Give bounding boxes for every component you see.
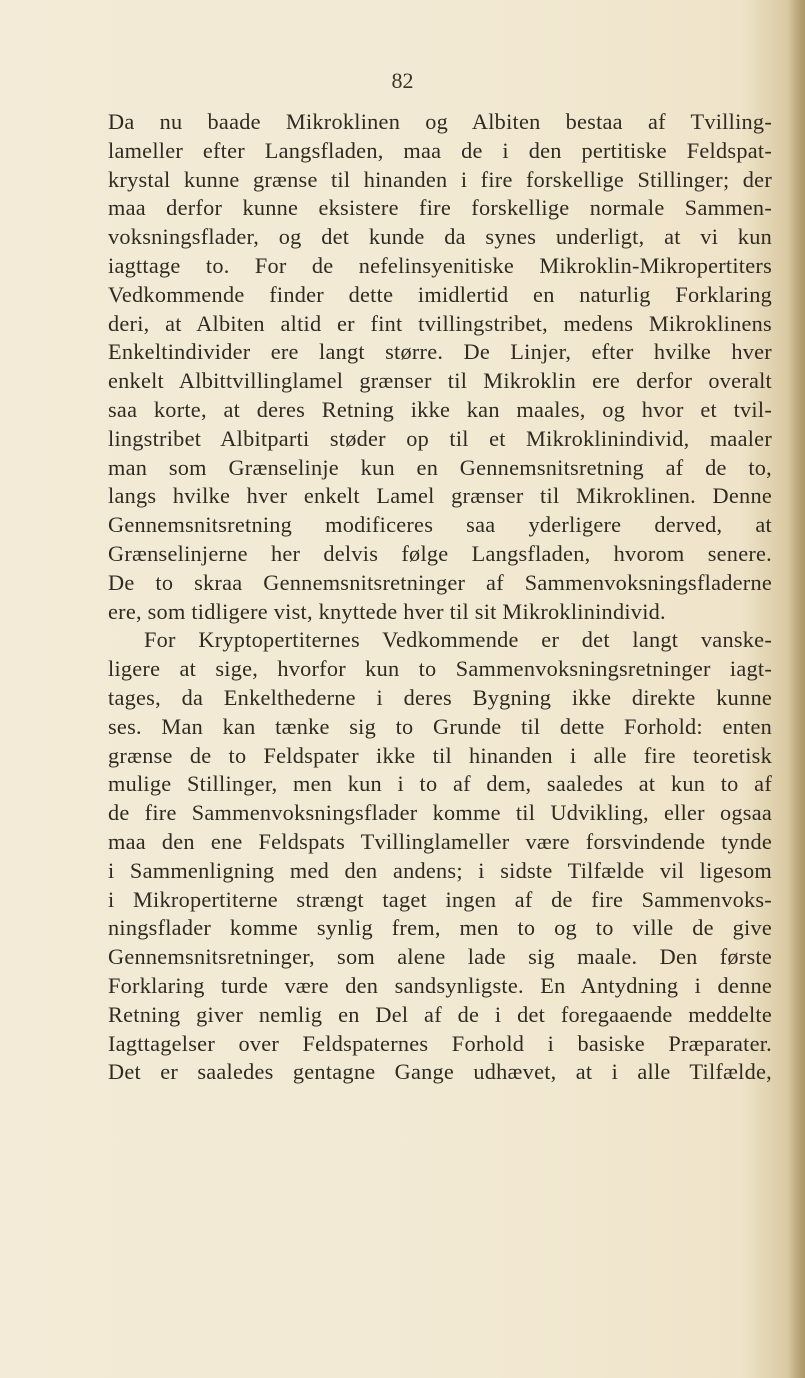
- text-line: i Sammenligning med den andens; i sidste Tilfælde vil ligesom: [108, 857, 772, 883]
- text-line: i Mikropertiterne strængt taget ingen af de fire Sammenvoks-: [108, 886, 772, 912]
- text-line: voksningsflader, og det kunde da synes underligt, at vi kun: [108, 224, 772, 250]
- text-line: lingstribet Albitparti støder op til et Mikroklinindivid, maaler: [108, 425, 772, 451]
- text-line: ningsflader komme synlig frem, men to og to ville de give: [108, 915, 772, 941]
- text-line: langs hvilke hver enkelt Lamel grænser til Mikroklinen. Denne: [108, 483, 772, 509]
- text-line: Retning giver nemlig en Del af de i det foregaaende meddelte: [108, 1001, 772, 1027]
- text-line: saa korte, at deres Retning ikke kan maales, og hvor et tvil-: [108, 396, 772, 422]
- text-line: Forklaring turde være den sandsynligste. En Antydning i denne: [108, 972, 772, 998]
- text-line: man som Grænselinje kun en Gennemsnitsretning af de to,: [108, 454, 772, 480]
- text-line: de fire Sammenvoksningsflader komme til Udvikling, eller ogsaa: [108, 800, 772, 826]
- text-line: deri, at Albiten altid er fint tvillingstribet, medens Mikroklinens: [108, 310, 772, 336]
- text-line: Gennemsnitsretninger, som alene lade sig maale. Den første: [108, 944, 772, 970]
- text-line: Det er saaledes gentagne Gange udhævet, at i alle Tilfælde,: [108, 1059, 772, 1085]
- text-line: iagttage to. For de nefelinsyenitiske Mikroklin-Mikropertiters: [108, 252, 772, 278]
- page-edge-shadow: [787, 0, 805, 1378]
- body-text: [108, 108, 772, 1087]
- text-line: grænse de to Feldspater ikke til hinanden i alle fire teoretisk: [108, 742, 772, 768]
- text-line: For Kryptopertiternes Vedkommende er det langt vanske-: [144, 627, 772, 653]
- page-number: 82: [391, 68, 414, 93]
- text-line: ere, som tidligere vist, knyttede hver til sit Mikroklinindivid.: [108, 598, 666, 624]
- text-line: Vedkommende finder dette imidlertid en naturlig Forklaring: [108, 281, 772, 307]
- text-line: Da nu baade Mikroklinen og Albiten bestaa af Tvilling-: [108, 109, 772, 134]
- text-line: mulige Stillinger, men kun i to af dem, saaledes at kun to af: [108, 771, 772, 797]
- text-line: enkelt Albittvillinglamel grænser til Mikroklin ere derfor overalt: [108, 368, 772, 394]
- text-line: ses. Man kan tænke sig to Grunde til dette Forhold: enten: [108, 713, 772, 739]
- text-line: Enkeltindivider ere langt større. De Linjer, efter hvilke hver: [108, 339, 772, 365]
- text-line: Grænselinjerne her delvis følge Langsfladen, hvorom senere.: [108, 540, 772, 566]
- text-line: De to skraa Gennemsnitsretninger af Sammenvoksningsfladerne: [108, 569, 772, 595]
- text-line: Gennemsnitsretning modificeres saa yderligere derved, at: [108, 512, 772, 538]
- text-line: maa derfor kunne eksistere fire forskellige normale Sammen-: [108, 195, 772, 221]
- text-line: lameller efter Langsfladen, maa de i den pertitiske Feldspat-: [108, 137, 772, 163]
- text-line: Iagttagelser over Feldspaternes Forhold i basiske Præparater.: [108, 1030, 772, 1056]
- text-line: krystal kunne grænse til hinanden i fire forskellige Stillinger; der: [108, 166, 772, 192]
- text-line: maa den ene Feldspats Tvillinglameller være forsvindende tynde: [108, 828, 772, 854]
- text-line: tages, da Enkelthederne i deres Bygning ikke direkte kunne: [108, 684, 772, 710]
- text-line: ligere at sige, hvorfor kun to Sammenvoksningsretninger iagt-: [108, 656, 772, 682]
